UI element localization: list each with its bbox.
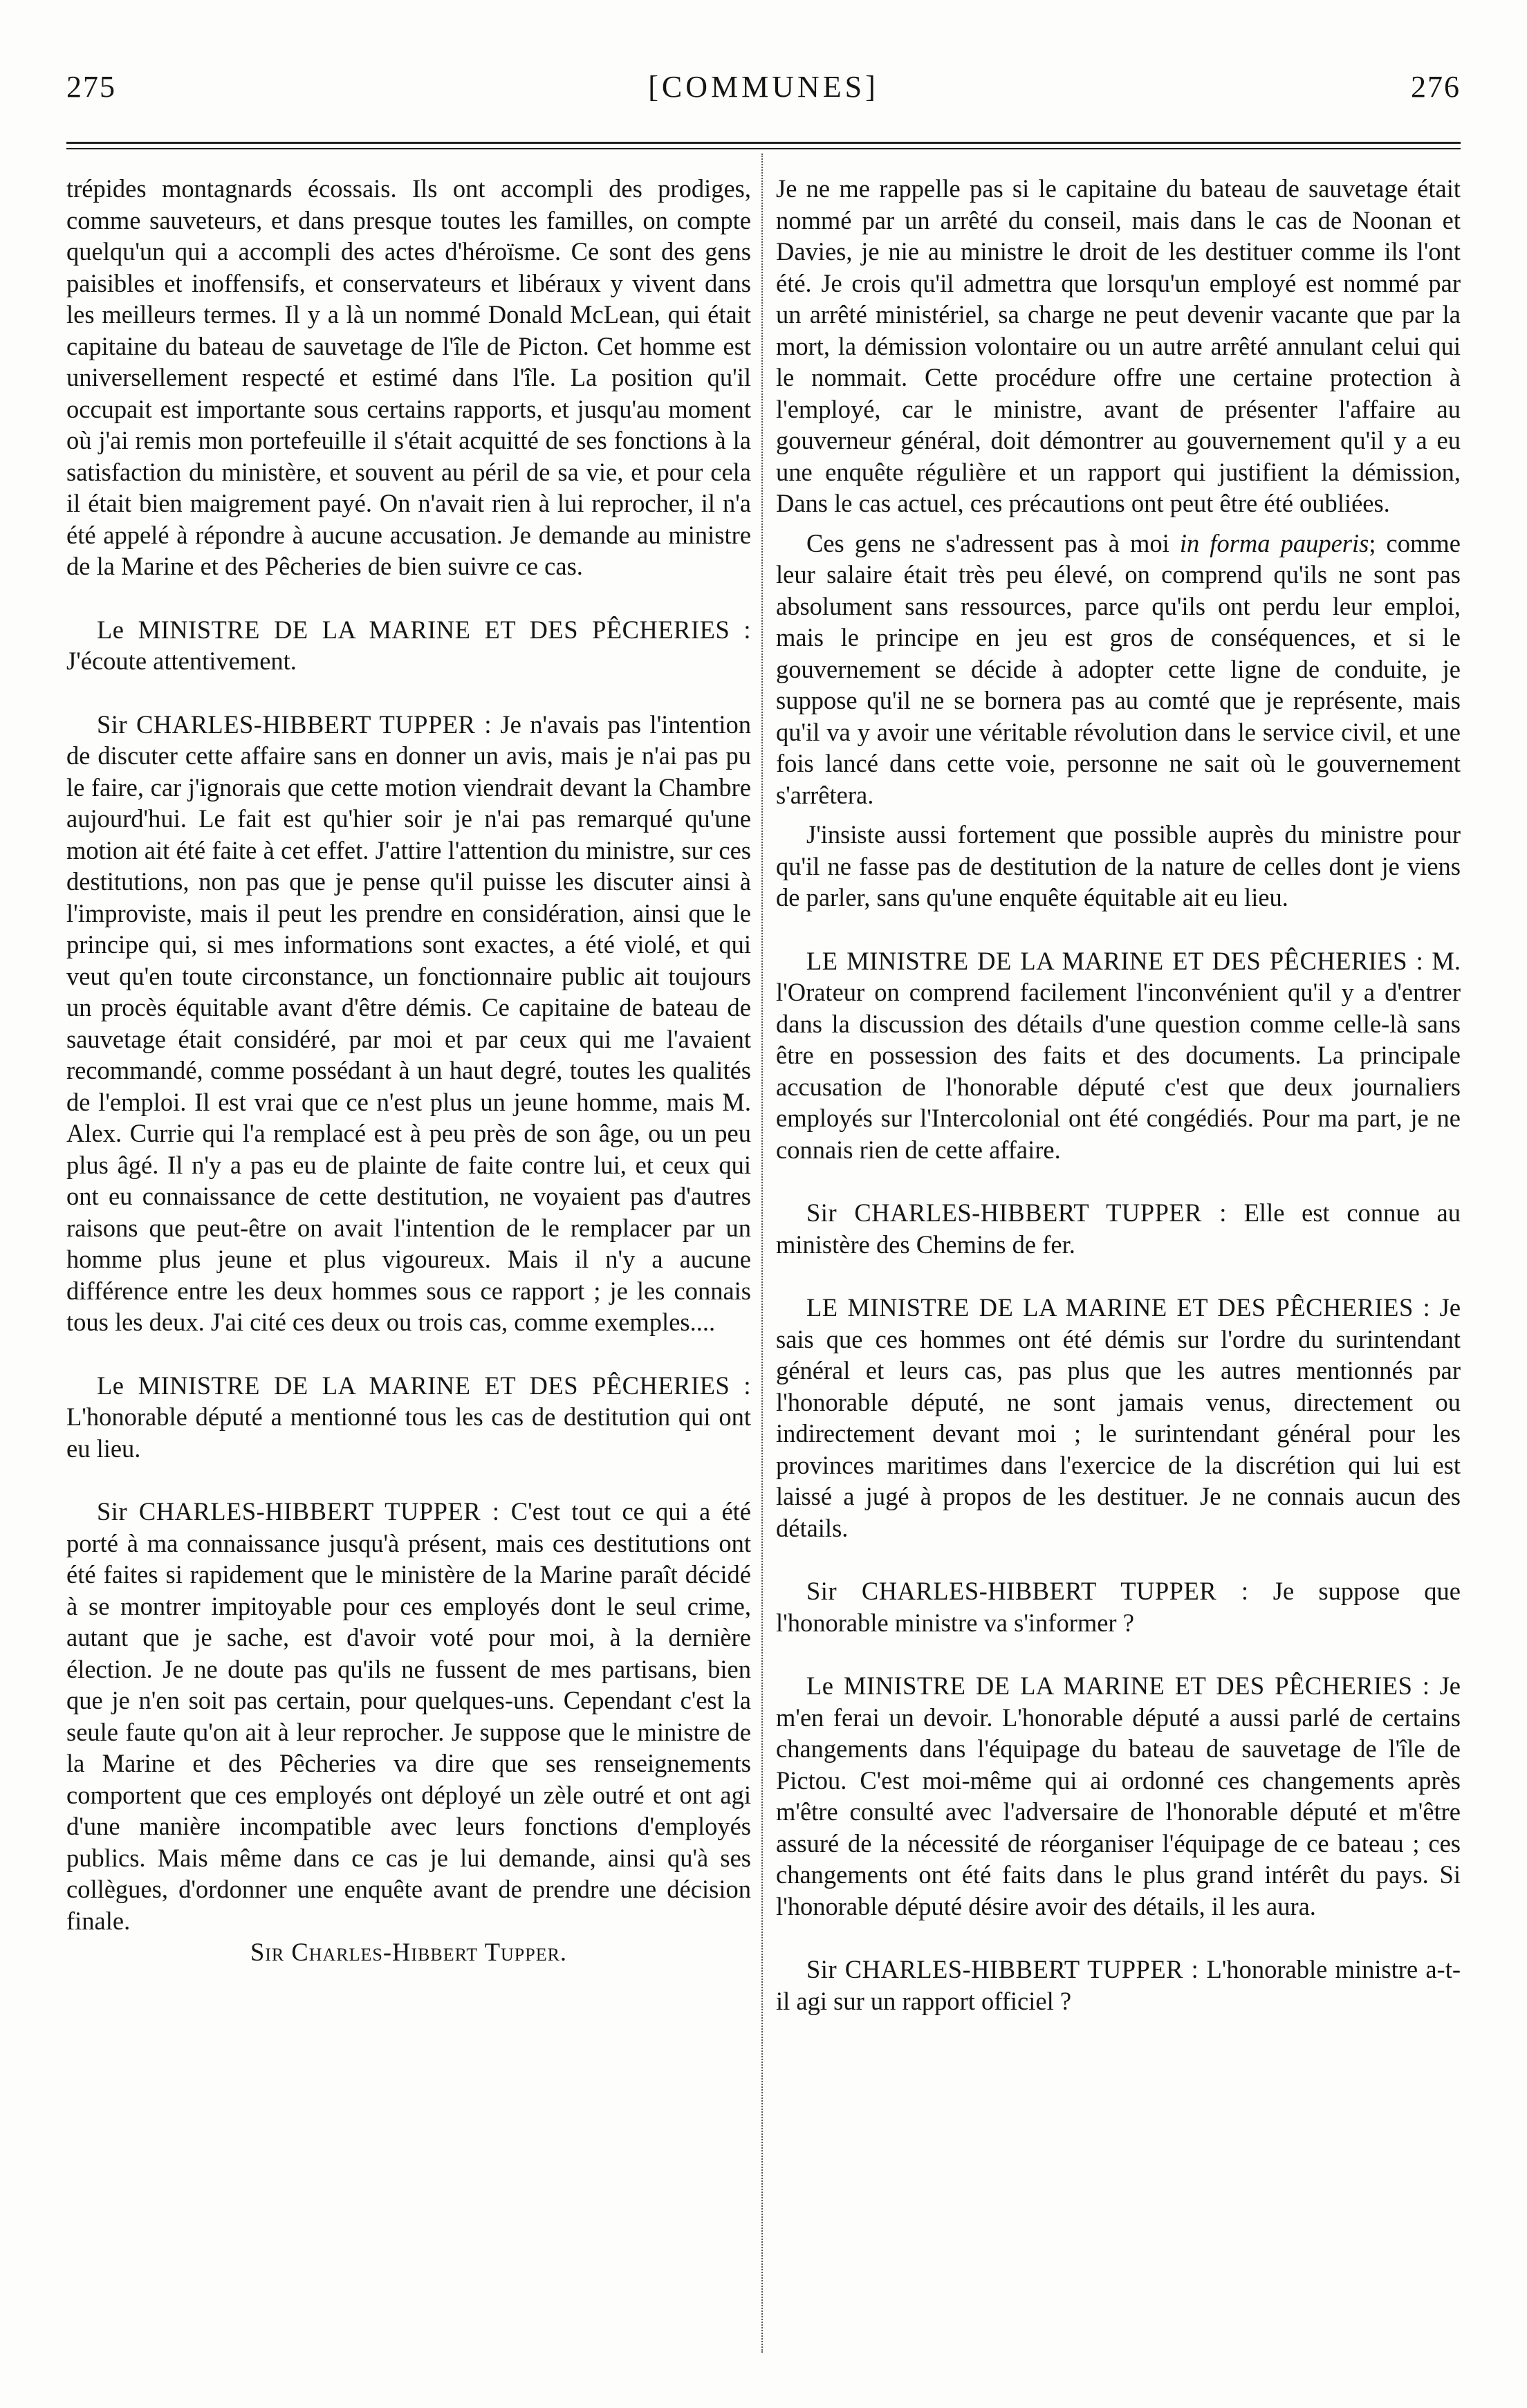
continuation-speaker: Sir Charles-Hibbert Tupper. — [250, 1938, 568, 1966]
speech-text: L'honorable ministre a-t-il agi sur un rapport officiel ? — [776, 1955, 1461, 2015]
speech — [776, 1292, 1461, 1544]
speech — [66, 614, 751, 677]
latin-phrase: in forma pauperis — [1179, 528, 1369, 557]
page-number-left: 275 — [66, 70, 116, 104]
speech — [66, 1370, 751, 1465]
running-header — [66, 69, 1461, 111]
speech — [776, 1575, 1461, 1638]
speech-text: L'honorable député a mentionné tous les cas de destitution qui ont eu lieu. — [66, 1402, 751, 1463]
speech-text: M. l'Orateur on comprend facilement l'inconvénient qu'il y a d'entrer dans la discussion des détails d'une question comme celle-là sans être en possession des faits et des documents. La principale accusation de l'honorable député c'est que deux journaliers employés sur l'Intercolonial ont été congédiés. Pour ma part, je ne connais rien de cette affaire. — [776, 946, 1461, 1164]
speaker-label: Sir CHARLES-HIBBERT TUPPER : — [97, 710, 492, 739]
speech-text: Je sais que ces hommes ont été démis sur l'ordre du surintendant général et leurs cas, pas plus que les autres mentionnés par l'honorable député, ne sont jamais venus, directement ou indirectement devant moi ; le surintendant général pour les provinces maritimes dans l'exercice de la discrétion qui lui est laissé a jugé à propos de les destituer. Je ne connais aucun des détails. — [776, 1293, 1461, 1542]
speech-text: J'écoute attentivement. — [66, 647, 297, 675]
header-rule-bottom — [66, 148, 1461, 149]
speech — [776, 1197, 1461, 1260]
speech — [66, 1496, 751, 1936]
header-rule-top — [66, 142, 1461, 144]
speech-text: Elle est connue au ministère des Chemins de fer. — [776, 1198, 1461, 1259]
speech-text: Je suppose que l'honorable ministre va s'informer ? — [776, 1577, 1461, 1637]
left-column — [66, 173, 751, 1968]
header-title: [COMMUNES] — [648, 70, 879, 104]
column-divider — [761, 154, 763, 2353]
paragraph: J'insiste aussi fortement que possible auprès du ministre pour qu'il ne fasse pas de destitution de la nature de celles dont je viens de parler, sans qu'une enquête équitable ait eu lieu. — [776, 820, 1461, 911]
speech — [776, 945, 1461, 1166]
paragraph-text: trépides montagnards écossais. Ils ont accompli des prodiges, comme sauveteurs, et dans presque toutes les familles, on compte quelqu'un qui a accompli des actes d'héroïsme. Ce sont des gens paisibles et inoffensifs, et conservateurs et libéraux y vivent dans les meilleurs termes. Il y a là un nommé Donald McLean, qui était capitaine du bateau de sauvetage de l'île de Picton. Cet homme est universellement respecté et estimé dans l'île. La position qu'il occupait est importante sous certains rapports, et jusqu'au moment où j'ai remis mon portefeuille il s'était acquitté de ses fonctions à la satisfaction du ministère, et souvent au péril de sa vie, et pour cela il était bien maigrement payé. On n'avait rien à lui reprocher, il n'a été appelé à répondre à aucune accusation. Je demande au ministre de la Marine et des Pêcheries de bien suivre ce cas. — [66, 174, 751, 580]
speaker-label: Le MINISTRE DE LA MARINE ET DES PÊCHERIES : — [97, 1371, 751, 1400]
paragraph: Je ne me rappelle pas si le capitaine du bateau de sauvetage était nommé par un arrêté du conseil, mais dans le cas de Noonan et Davies, je nie au ministre le droit de les destituer comme ils l'ont été. Je crois qu'il admettra que lorsqu'un employé est nommé par un arrêté ministériel, sa charge ne peut devenir vacante que par la mort, la démission volontaire ou un autre arrêté annulant celui qui le nommait. Cette procédure offre une certaine protection à l'employé, car le ministre, avant de présenter l'affaire au gouverneur général, doit démontrer au gouvernement qu'il y a eu une enquête régulière et un rapport qui justifient la démission, Dans le cas actuel, ces précautions ont peut être été oubliées. — [776, 174, 1461, 517]
speech-text: Je n'avais pas l'intention de discuter cette affaire sans en donner un avis, mais je n'ai pas pu le faire, car j'ignorais que cette motion viendrait devant la Chambre aujourd'hui. Le fait est qu'hier soir je n'ai pas remarqué qu'une motion ait été faite à cet effet. J'attire l'attention du ministre, sur ces destitutions, non pas que je pense qu'il puisse les discuter ainsi à l'improviste, mais il peut les prendre en considération, ainsi que le principe qui, si mes informations sont exactes, a été violé, et qui veut qu'en toute circonstance, un fonctionnaire public ait toujours un procès équitable avant d'être démis. Ce capitaine de bateau de sauvetage était considéré, par moi et par ceux qui me l'avaient recommandé, comme possédant à un haut degré, toutes les qualités de l'emploi. Il est vrai que ce n'est plus un jeune homme, mais M. Alex. Currie qui l'a remplacé est à peu près de son âge, ou un peu plus âgé. Il n'y a pas eu de plainte de faite contre lui, et ceux qui ont eu connaissance de cette destitution, ne voyaient pas d'autres raisons que peut-être on avait l'intention de le remplacer par un homme plus jeune et plus vigoureux. Mais il n'y a aucune différence entre les deux hommes sous ce rapport ; je les connais tous les deux. J'ai cité ces deux ou trois cas, comme exemples.... — [66, 710, 751, 1336]
speaker-label: LE MINISTRE DE LA MARINE ET DES PÊCHERIES : — [806, 1293, 1431, 1322]
speech — [776, 1670, 1461, 1922]
speaker-label: Sir CHARLES-HIBBERT TUPPER : — [806, 1955, 1199, 1983]
paragraph-text: ; comme leur salaire était très peu élevé, on comprend qu'ils ne sont pas absolument sans ressources, parce qu'ils ont perdu leur emploi, mais le principe en jeu est gros de conséquences, et si le gouvernement se décide à adopter cette ligne de conduite, je suppose qu'il ne se bornera pas au comté que je représente, mais qu'il va y avoir une véritable révolution dans le service civil, et une fois lancé dans cette voie, personne ne sait où le gouvernement s'arrêtera. — [776, 528, 1461, 809]
speaker-label: Sir CHARLES-HIBBERT TUPPER : — [97, 1497, 500, 1526]
speech-text: C'est tout ce qui a été porté à ma connaissance jusqu'à présent, mais ces destitutions ont été faites si rapidement que le ministère de la Marine paraît décidé à se montrer impitoyable pour ces employés dont le seul crime, autant que je sache, est d'avoir voté pour moi, à la dernière élection. Je ne doute pas qu'ils ne fussent de mes partisans, bien que je n'en soit pas certain, pour quelques-uns. Cependant c'est la seule faute qu'on ait à leur reprocher. Je suppose que le ministre de la Marine et des Pêcheries va dire que ses renseignements comportent que ces employés ont déployé un zèle outré et ont agi d'une manière incompatible avec leurs fonctions d'employés publics. Mais même dans ce cas je lui demande, ainsi qu'à ses collègues, d'ordonner une enquête avant de prendre une décision finale. — [66, 1497, 751, 1935]
page-number-right: 276 — [1411, 70, 1461, 104]
paragraph — [66, 173, 751, 582]
speaker-label: Le MINISTRE DE LA MARINE ET DES PÊCHERIES : — [97, 615, 751, 644]
speaker-label: Sir CHARLES-HIBBERT TUPPER : — [806, 1577, 1249, 1605]
speech — [776, 1954, 1461, 2017]
speaker-label: Sir CHARLES-HIBBERT TUPPER : — [806, 1198, 1227, 1227]
speech-text: Je m'en ferai un devoir. L'honorable député a aussi parlé de certains changements dans l'équipage du bateau de sauvetage de l'île de Pictou. C'est moi-même qui ai ordonné ces changements après m'être consulté avec l'adversaire de l'honorable député et m'être assuré de la nécessité de réorganiser l'équipage de ce bateau ; ces changements ont été faits dans le plus grand intérêt du pays. Si l'honorable député désire avoir des détails, il les aura. — [776, 1671, 1461, 1920]
speaker-label: LE MINISTRE DE LA MARINE ET DES PÊCHERIES : — [806, 946, 1424, 975]
speech — [66, 709, 751, 1338]
right-column — [776, 173, 1461, 2017]
speaker-label: Le MINISTRE DE LA MARINE ET DES PÊCHERIES : — [806, 1671, 1430, 1700]
paragraph-text: Ces gens ne s'adressent pas à moi — [806, 528, 1169, 557]
paragraph — [776, 528, 1461, 811]
